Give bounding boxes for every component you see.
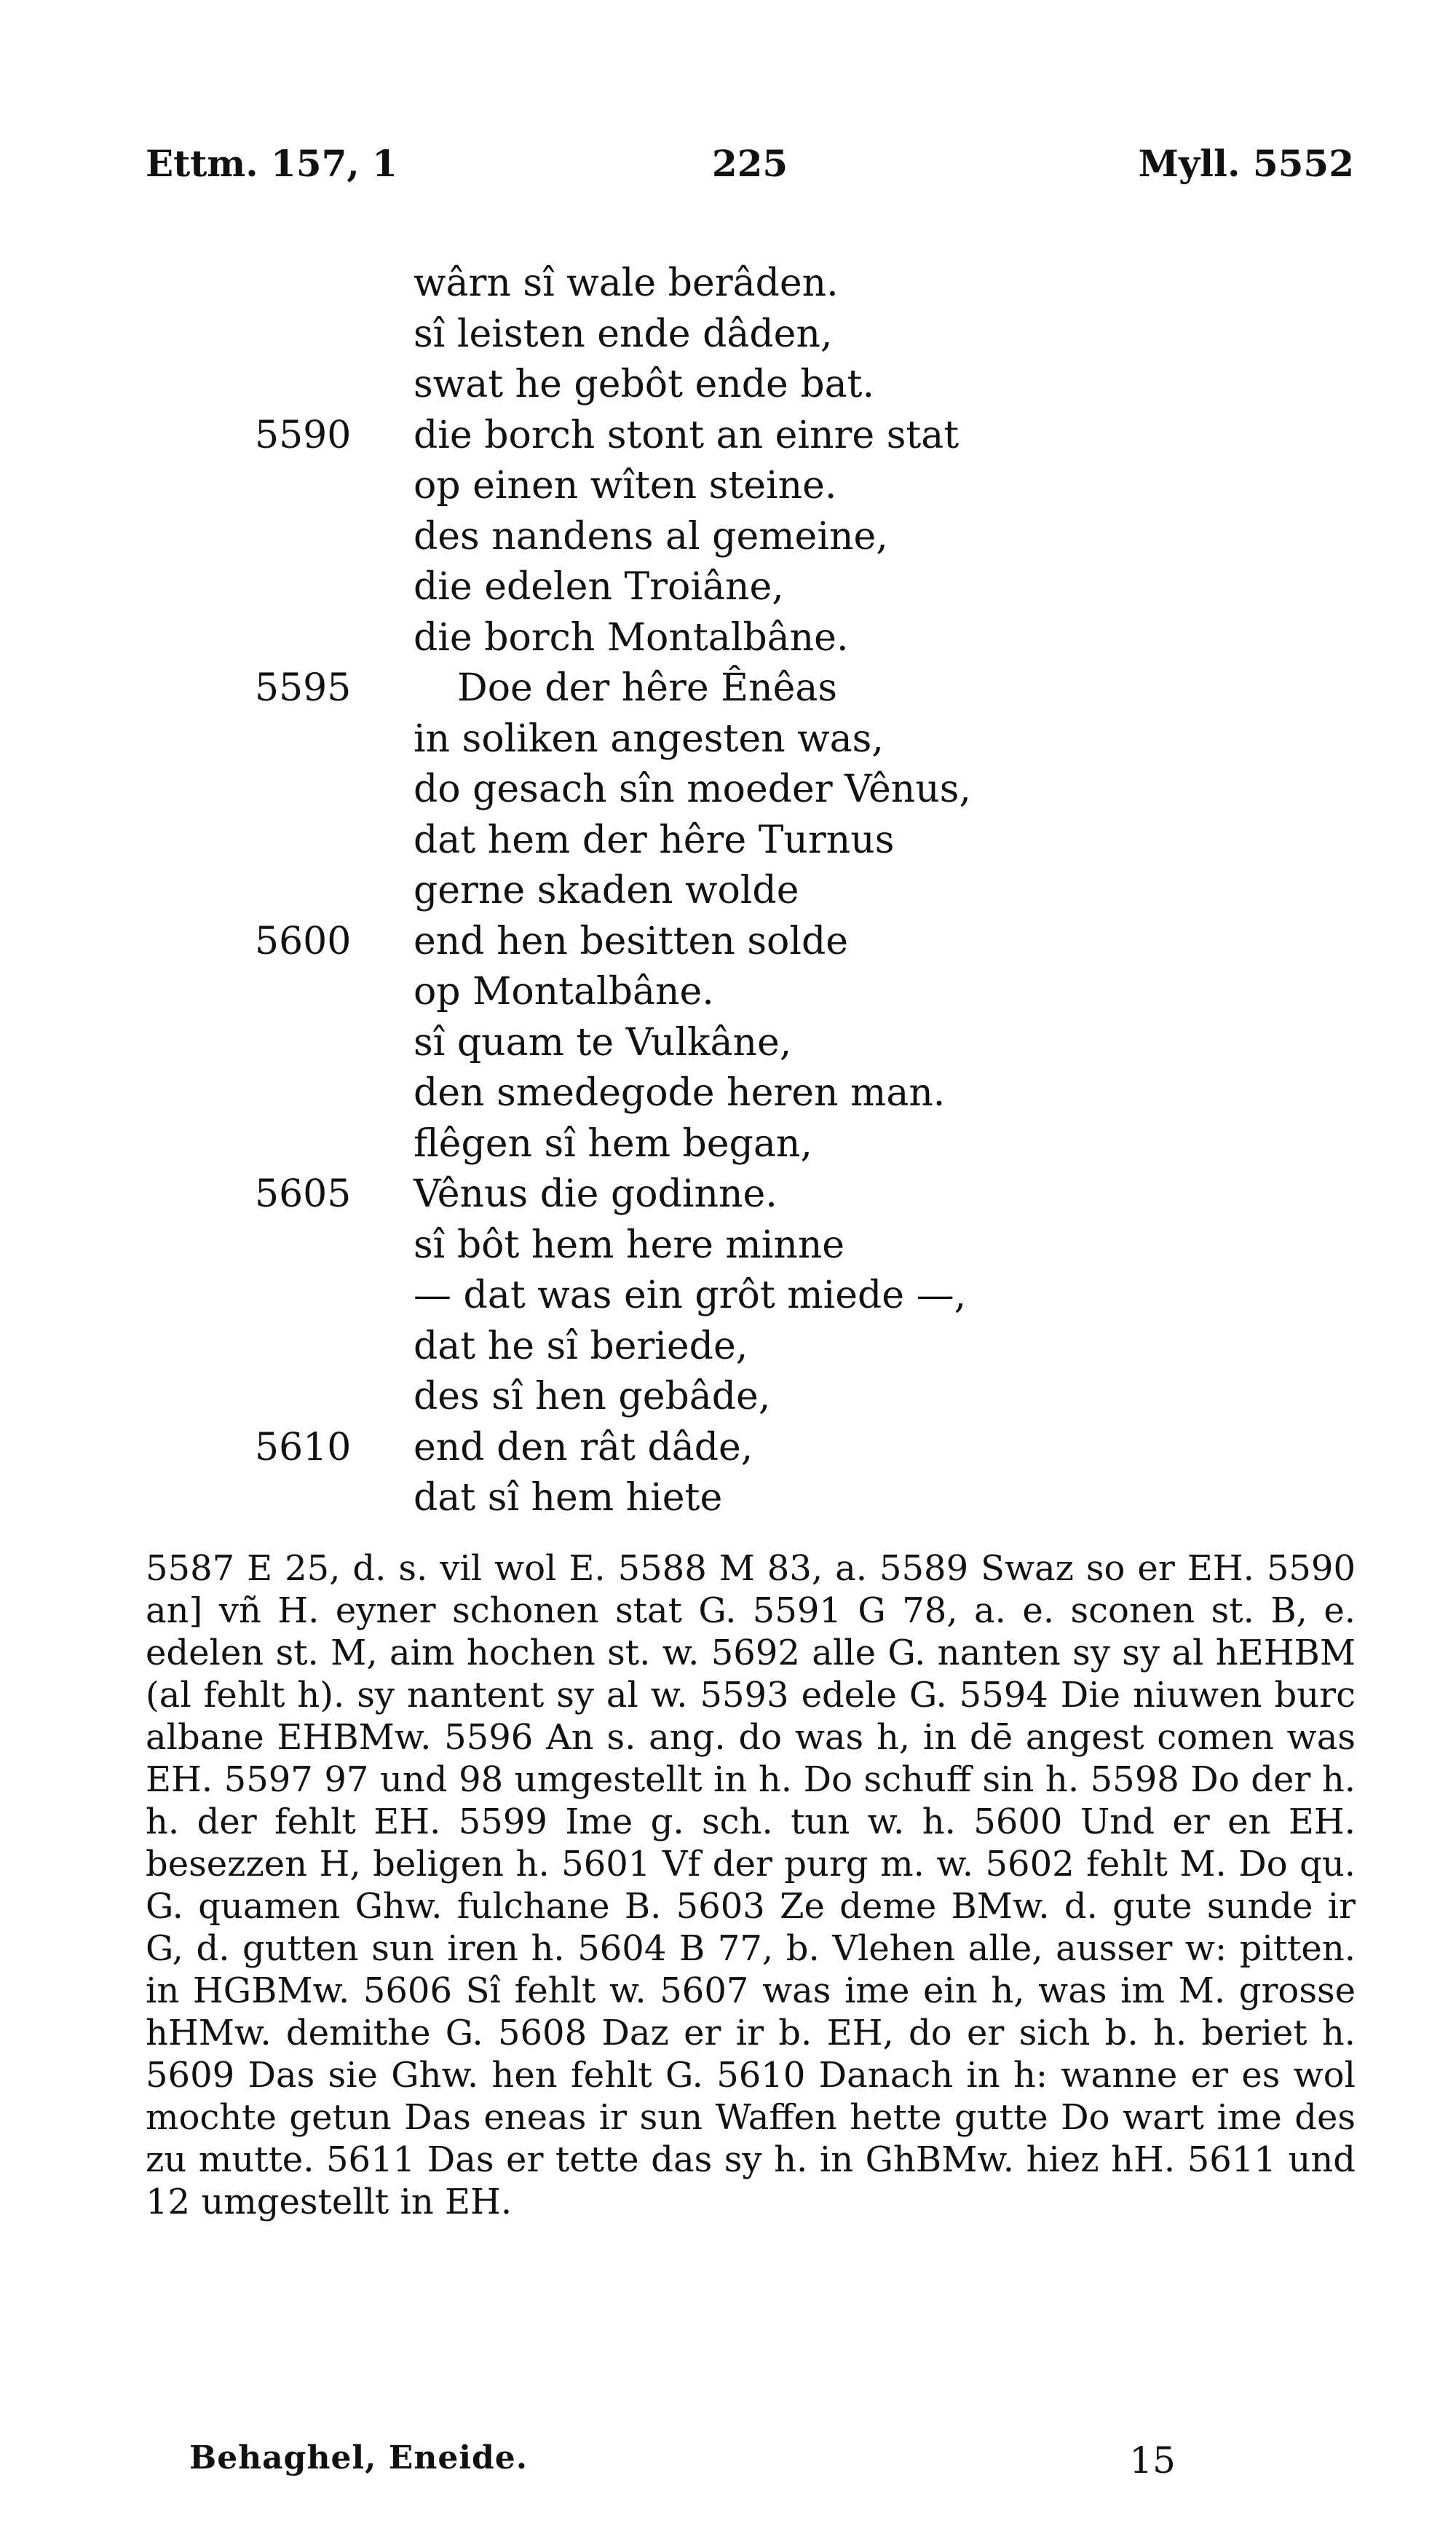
- verse-text: in soliken angesten was,: [414, 717, 884, 761]
- verse-line: [0, 765, 1456, 816]
- verse-line: [0, 1169, 1456, 1220]
- verse-line: [0, 613, 1456, 664]
- verse-line: [0, 1473, 1456, 1524]
- verse-text: end den rât dâde,: [414, 1425, 753, 1469]
- verse-number: 5600: [255, 919, 352, 963]
- verse-line: [0, 1271, 1456, 1322]
- verse-line: [0, 1068, 1456, 1119]
- verse-text: dat hem der hêre Turnus: [414, 818, 895, 862]
- verse-line: [0, 1018, 1456, 1069]
- verse-line: [0, 866, 1456, 917]
- verse-line: [0, 309, 1456, 360]
- verse-text: flêgen sî hem began,: [414, 1121, 812, 1166]
- verse-text: die edelen Troiâne,: [414, 565, 784, 609]
- verse-number: 5605: [255, 1172, 352, 1216]
- page-number: 225: [711, 142, 788, 185]
- verse-line: [0, 1119, 1456, 1170]
- verse-text: do gesach sîn moeder Vênus,: [414, 767, 971, 811]
- verse-line: [0, 360, 1456, 411]
- verse-text: den smedegode heren man.: [414, 1071, 946, 1115]
- verse-text: op Montalbâne.: [414, 970, 714, 1014]
- verse-text: wârn sî wale berâden.: [414, 261, 839, 305]
- verse-line: [0, 1372, 1456, 1423]
- critical-apparatus: [146, 1547, 1356, 2223]
- verse-line: [0, 1322, 1456, 1373]
- header-left-reference: Ettm. 157, 1: [146, 142, 397, 185]
- verse-line: [0, 512, 1456, 563]
- page-footer: [189, 2439, 1176, 2490]
- verse-text: Doe der hêre Ênêas: [457, 666, 838, 710]
- header-right-reference: Myll. 5552: [1138, 142, 1354, 185]
- verse-number: 5595: [255, 666, 352, 710]
- verse-line: [0, 714, 1456, 765]
- verse-number: 5590: [255, 413, 352, 457]
- verse-block: [0, 258, 1456, 1524]
- verse-line: [0, 1423, 1456, 1474]
- verse-text: des nandens al gemeine,: [414, 514, 888, 558]
- signature-line: Behaghel, Eneide.: [189, 2439, 529, 2476]
- verse-line: [0, 461, 1456, 512]
- verse-text: dat he sî beriede,: [414, 1324, 748, 1368]
- verse-line: [0, 816, 1456, 867]
- verse-number: 5610: [255, 1425, 352, 1469]
- signature-number: 15: [1129, 2439, 1176, 2482]
- verse-text: Vênus die godinne.: [414, 1172, 778, 1216]
- verse-text: op einen wîten steine.: [414, 464, 837, 508]
- verse-text: sî leisten ende dâden,: [414, 312, 833, 356]
- verse-text: — dat was ein grôt miede —,: [414, 1274, 967, 1317]
- verse-line: [0, 1220, 1456, 1271]
- verse-text: end hen besitten solde: [414, 919, 849, 963]
- verse-text: die borch stont an einre stat: [414, 413, 960, 457]
- verse-line: [0, 258, 1456, 309]
- verse-text: dat sî hem hiete: [414, 1476, 723, 1520]
- verse-text: sî bôt hem here minne: [414, 1223, 845, 1267]
- verse-line: [0, 562, 1456, 613]
- page-header: [146, 142, 1354, 200]
- apparatus-text: 5587 E 25, d. s. vil wol E. 5588 M 83, a. 5589 Swaz so er EH. 5590 an] vñ H. eyner schonen stat G. 5591 G 78, a. e. sconen st. B, e. edelen st. M, aim hochen st. w. 5692 alle G. nanten sy sy al hEHBM (al fehlt h). sy nantent sy al w. 5593 edele G. 5594 Die niuwen burc albane EHBMw. 5596 An s. ang. do was h, in dē angest comen was EH. 5597 97 und 98 umgestellt in h. Do schuff sin h. 5598 Do der h. h. der fehlt EH. 5599 Ime g. sch. tun w. h. 5600 Und er en EH. besezzen H, beligen h. 5601 Vf der purg m. w. 5602 fehlt M. Do qu. G. quamen Ghw. fulchane B. 5603 Ze deme BMw. d. gute sunde ir G, d. gutten sun iren h. 5604 B 77, b. Vlehen alle, ausser w: pitten. in HGBMw. 5606 Sî fehlt w. 5607 was ime ein h, was im M. grosse hHMw. demithe G. 5608 Daz er ir b. EH, do er sich b. h. beriet h. 5609 Das sie Ghw. hen fehlt G. 5610 Danach in h: wanne er es wol mochte getun Das eneas ir sun Waffen hette gutte Do wart ime des zu mutte. 5611 Das er tette das sy h. in GhBMw. hiez hH. 5611 und 12 umgestellt in EH.: [146, 1548, 1356, 2222]
- verse-text: des sî hen gebâde,: [414, 1375, 771, 1418]
- verse-text: sî quam te Vulkâne,: [414, 1020, 792, 1065]
- verse-line: [0, 663, 1456, 714]
- verse-text: gerne skaden wolde: [414, 869, 799, 912]
- verse-line: [0, 917, 1456, 968]
- verse-text: die borch Montalbâne.: [414, 615, 849, 660]
- verse-line: [0, 967, 1456, 1018]
- verse-line: [0, 411, 1456, 462]
- verse-text: swat he gebôt ende bat.: [414, 363, 875, 406]
